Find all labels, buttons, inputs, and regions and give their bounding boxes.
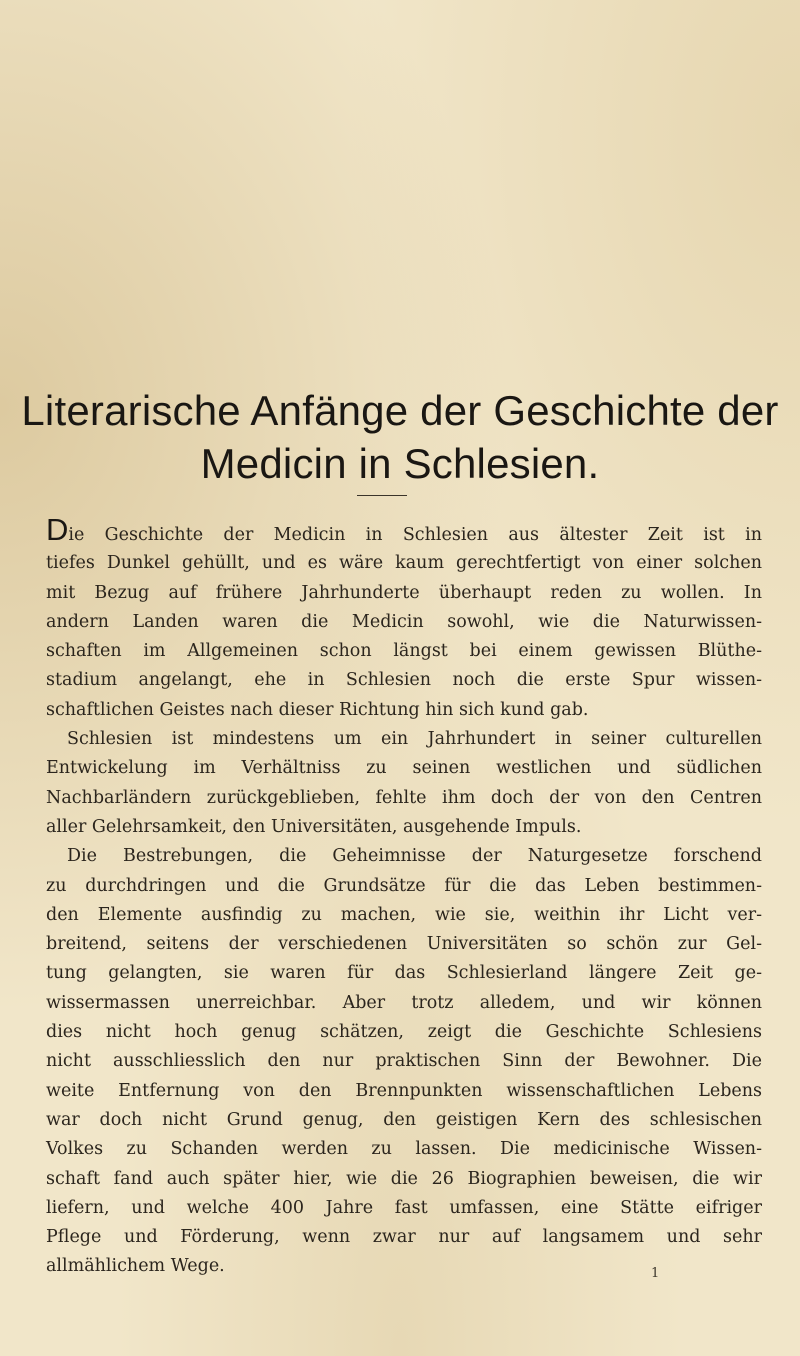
text-line: weite Entfernung von den Brennpunkten wissenschaftlichen Lebens — [46, 1080, 762, 1101]
text-line: nicht ausschliesslich den nur praktischen Sinn der Bewohner. Die — [46, 1051, 762, 1072]
text-line: zu durchdringen und die Grundsätze für die das Leben bestimmen- — [46, 875, 762, 896]
paragraph-start-line: Schlesien ist mindestens um ein Jahrhundert in seiner culturellen — [67, 729, 762, 750]
paragraph-start-line: Die Bestrebungen, die Geheimnisse der Naturgesetze forschend — [67, 846, 762, 867]
text-line: war doch nicht Grund genug, den geistigen Kern des schlesischen — [46, 1109, 762, 1130]
text-line: aller Gelehrsamkeit, den Universitäten, ausgehende Impuls. — [46, 816, 582, 837]
drop-cap: D — [46, 512, 69, 547]
title-divider — [357, 495, 407, 496]
text-line: tiefes Dunkel gehüllt, und es wäre kaum gerechtfertigt von einer solchen — [46, 553, 762, 574]
text-line: liefern, und welche 400 Jahre fast umfassen, eine Stätte eifriger — [46, 1197, 762, 1218]
text-line: Pflege und Förderung, wenn zwar nur auf langsamem und sehr — [46, 1227, 762, 1248]
text-line: wissermassen unerreichbar. Aber trotz alledem, und wir können — [46, 992, 762, 1013]
body-text — [46, 512, 762, 1282]
chapter-title-line-1: Literarische Anfänge der Geschichte der — [21, 387, 779, 434]
page-number: 1 — [651, 1266, 660, 1281]
text-line: andern Landen waren die Medicin sowohl, wie die Naturwissen- — [46, 611, 762, 632]
text-line: Nachbarländern zurückgeblieben, fehlte ihm doch der von den Centren — [46, 787, 762, 808]
chapter-title — [0, 384, 800, 490]
text-line: schaftlichen Geistes nach dieser Richtung hin sich kund gab. — [46, 699, 589, 720]
text-line: Volkes zu Schanden werden zu lassen. Die medicinische Wissen- — [46, 1139, 762, 1160]
text-line: den Elemente ausfindig zu machen, wie sie, weithin ihr Licht ver- — [46, 904, 762, 925]
text-line: stadium angelangt, ehe in Schlesien noch die erste Spur wissen- — [46, 670, 762, 691]
text-line: dies nicht hoch genug schätzen, zeigt die Geschichte Schlesiens — [46, 1022, 762, 1043]
text-line: schaften im Allgemeinen schon längst bei einem gewissen Blüthe- — [46, 641, 762, 662]
text-line: allmählichem Wege. — [46, 1256, 225, 1277]
text-line — [46, 512, 762, 549]
text-line: mit Bezug auf frühere Jahrhunderte überhaupt reden zu wollen. In — [46, 582, 762, 603]
text-line: schaft fand auch später hier, wie die 26 Biographien beweisen, die wir — [46, 1168, 762, 1189]
text-line: Entwickelung im Verhältniss zu seinen westlichen und südlichen — [46, 758, 762, 779]
text-line: tung gelangten, sie waren für das Schlesierland längere Zeit ge- — [46, 963, 762, 984]
chapter-title-line-2: Medicin in Schlesien. — [200, 440, 600, 487]
text-line-content: ie Geschichte der Medicin in Schlesien aus ältester Zeit ist in — [68, 525, 762, 545]
text-line: breitend, seitens der verschiedenen Universitäten so schön zur Gel- — [46, 934, 762, 955]
